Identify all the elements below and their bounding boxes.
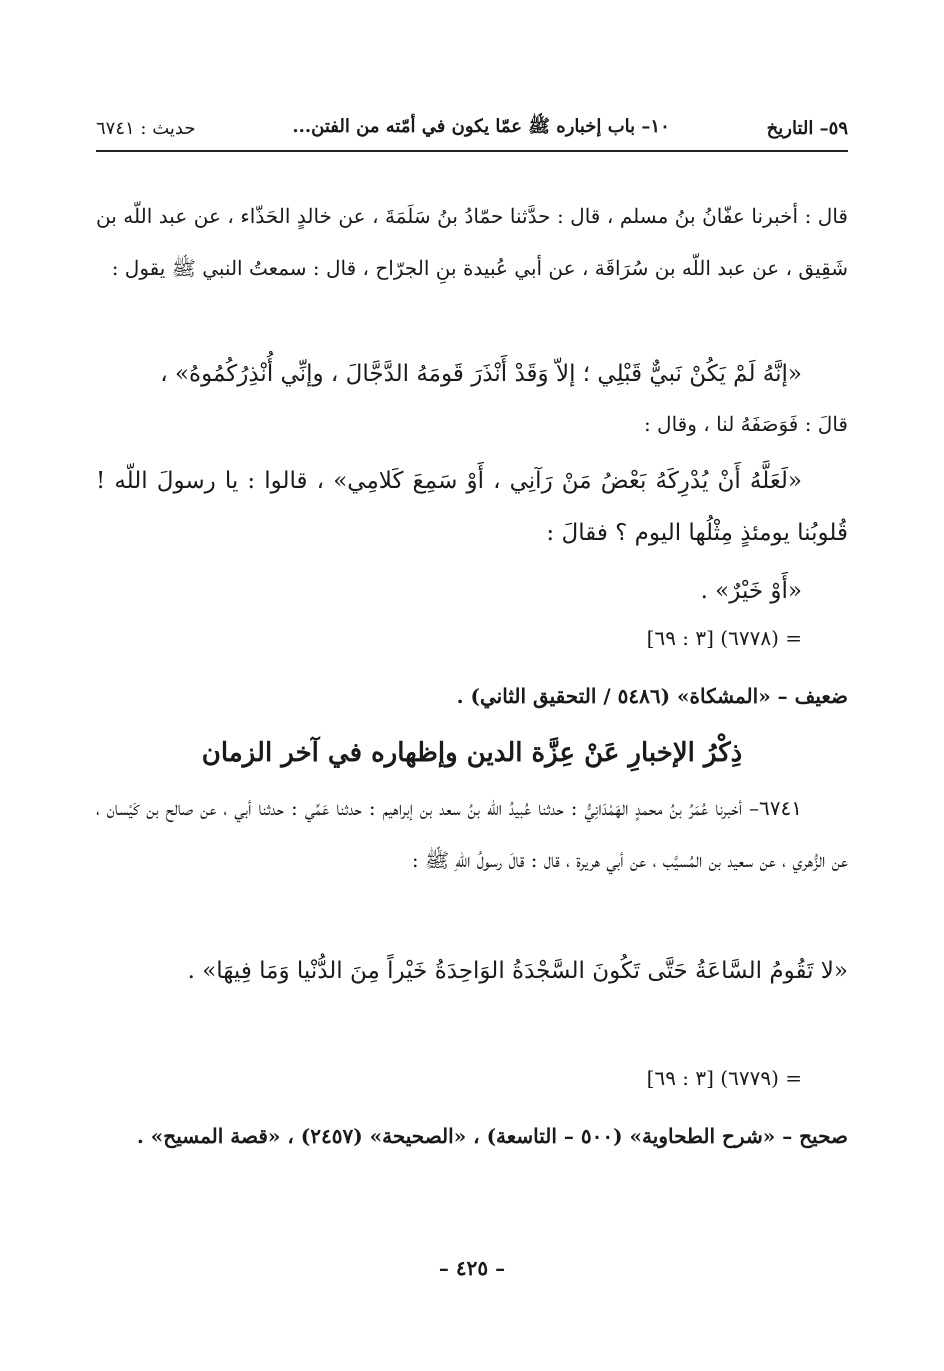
header-chapter: ٥٩– التاريخ — [766, 117, 848, 139]
grading-2: صحيح – «شرح الطحاوية» (٥٠٠ – التاسعة) ، «الصحيحة» (٢٤٥٧) ، «قصة المسيح» . — [136, 1124, 848, 1148]
isnad-paragraph-1: قال : أخبرنا عفّانُ بنُ مسلم ، قال : حدَّثنا حمّادُ بنُ سَلَمَةَ ، عن خالدٍ الحَذّاء ، عن عبد اللّه بن شَقِيق ، عن عبد اللّه بن سُرَاقَة ، عن أبي عُبيدة بنِ الجرّاح ، قال : سمعتُ النبي ﷺ يقول : — [96, 204, 848, 280]
reference-2: = (٦٧٧٩) [٣ : ٦٩] — [646, 1066, 802, 1090]
header-hadith-ref: حديث : ٦٧٤١ — [96, 117, 196, 139]
running-header — [96, 108, 848, 148]
reference-1: = (٦٧٧٨) [٣ : ٦٩] — [646, 626, 802, 650]
matn-1b: «لَعَلَّهُ أَنْ يُدْرِكَهُ بَعْضُ مَنْ رَآنِي ، أَوْ سَمِعَ كَلامِي» ، قالوا : يا رسولَ اللّه ! قُلوبُنا يومئذٍ مِثْلُها اليوم ؟ فقالَ : — [96, 468, 848, 546]
page-number: – ٤٢٥ – — [438, 1256, 506, 1280]
matn-1a: «إنَّهُ لَمْ يَكُنْ نَبيٌّ قَبْلِي ؛ إلاّ وَقَدْ أَنْذَرَ قَومَهُ الدَّجَّالَ ، وإنِّي أُنْذِرُكُمُوهُ» ، — [160, 361, 802, 387]
narration-line-1: قالَ : فَوَصَفَهُ لنا ، وقال : — [643, 412, 848, 436]
header-section: ١٠– باب إخباره ﷺ عمّا يكون في أمّته من الفتن... — [292, 116, 670, 137]
matn-1c: «أَوْ خَيْرٌ» . — [700, 578, 802, 604]
grading-1: ضعيف – «المشكاة» (٥٤٨٦ / التحقيق الثاني) . — [456, 684, 848, 708]
header-rule — [96, 150, 848, 152]
section-title: ذِكْرُ الإخبارِ عَنْ عِزَّة الدين وإظهاره في آخر الزمان — [201, 738, 743, 768]
matn-2: «لا تَقُومُ السَّاعَةُ حَتَّى تَكُونَ السَّجْدَةُ الوَاحِدَةُ خَيْراً مِنَ الدُّنْيا وَمَا فِيهَا» . — [187, 958, 848, 984]
isnad-paragraph-2: ٦٧٤١– أخبرنا عُمَرُ بنُ محمدٍ الهَمْدَانِيُّ : حدثنا عُبيدُ اللّه بنُ سعد بن إبراهيم : حدثنا عَمِّي : حدثنا أبي ، عن صالح بن كَيْسان ، عن الزُّهري ، عن سعيد بن المُسيَّب ، عن أبي هريرة ، قال : قالَ رسولُ اللّهِ ﷺ : — [96, 796, 848, 872]
